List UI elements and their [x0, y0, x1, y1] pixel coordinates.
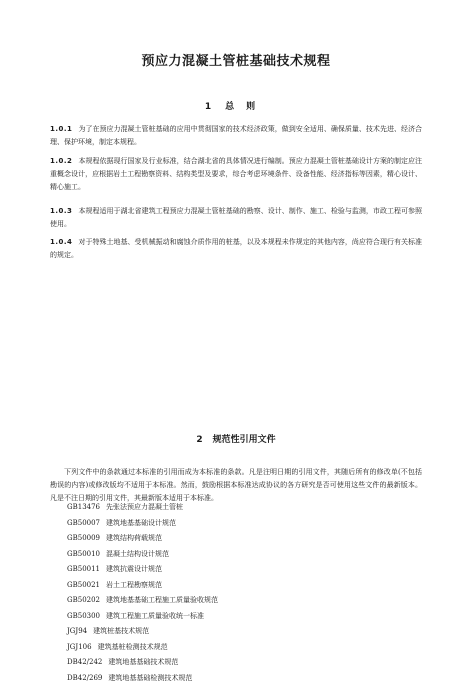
- reference-name: 先张法预应力混凝土管桩: [106, 503, 183, 511]
- reference-code: JGJ94: [67, 627, 87, 635]
- reference-code: GB50009: [67, 534, 100, 542]
- clause-text: 为了在预应力混凝土管桩基础的应用中贯彻国家的技术经济政策，做到安全适用、确保质量、技术先进、经济合理、保护环境，制定本规程。: [50, 125, 422, 146]
- reference-name: 岩土工程勘察规范: [106, 581, 162, 589]
- reference-item: [67, 516, 218, 532]
- reference-name: 建筑地基基础检测技术规范: [108, 674, 192, 682]
- reference-name: 建筑地基基础技术规范: [108, 658, 178, 666]
- reference-code: GB50300: [67, 612, 100, 620]
- reference-name: 建筑抗震设计规范: [106, 565, 162, 573]
- section-2-intro: 下列文件中的条款通过本标准的引用而成为本标准的条款。凡是注明日期的引用文件，其随后所有的修改单(不包括勘误的内容)或修改版均不适用于本标准。然而，鼓励根据本标准达成协议的各方研究是否可使用这些文件的最新版本。凡是不注日期的引用文件，其最新版本适用于本标准。: [50, 466, 422, 505]
- clause-number: 1.0.2: [50, 157, 72, 165]
- clause-1-0-3: [50, 205, 422, 231]
- reference-code: JGJ106: [67, 643, 92, 651]
- reference-code: GB50007: [67, 519, 100, 527]
- section-number: 2: [196, 435, 202, 445]
- clause-text: 本规程依据现行国家及行业标准，结合湖北省的具体情况进行编制。预应力混凝土管桩基础设计方案的制定应注重概念设计，应根据岩土工程勘察资料、结构类型及要求，综合考虑环境条件、设备性能、经济指标等因素，精心设计、精心施工。: [50, 157, 422, 191]
- reference-name: 建筑工程施工质量验收统一标准: [106, 612, 204, 620]
- reference-item: [67, 593, 218, 609]
- clause-text: 对于特殊土地基、受机械振动和腐蚀介质作用的桩基，以及本规程未作规定的其他内容，尚应符合现行有关标准的规定。: [50, 238, 422, 259]
- clause-1-0-2: [50, 155, 422, 194]
- clause-1-0-1: [50, 123, 422, 149]
- reference-item: [67, 624, 218, 640]
- reference-item: [67, 547, 218, 563]
- reference-name: 混凝土结构设计规范: [106, 550, 169, 558]
- reference-name: 建筑结构荷载规范: [106, 534, 162, 542]
- clause-text: 本规程适用于湖北省建筑工程预应力混凝土管桩基础的勘察、设计、制作、施工、检验与监测，市政工程可参照使用。: [50, 207, 422, 228]
- reference-item: [67, 655, 218, 671]
- clause-number: 1.0.3: [50, 207, 72, 215]
- reference-name: 建筑桩基技术规范: [93, 627, 149, 635]
- reference-item: [67, 562, 218, 578]
- reference-code: DB42/269: [67, 674, 102, 682]
- section-number: 1: [205, 102, 211, 112]
- section-1-heading: [0, 99, 472, 112]
- clause-1-0-4: [50, 236, 422, 262]
- reference-item: [67, 500, 218, 516]
- reference-code: GB50021: [67, 581, 100, 589]
- clause-number: 1.0.1: [50, 125, 72, 133]
- reference-item: [67, 640, 218, 656]
- section-2-heading: [0, 432, 472, 445]
- reference-name: 建筑地基基础工程施工质量验收规范: [106, 596, 218, 604]
- reference-item: [67, 531, 218, 547]
- reference-code: DB42/242: [67, 658, 102, 666]
- section-title: 规范性引用文件: [213, 435, 276, 445]
- reference-item: [67, 578, 218, 594]
- clause-number: 1.0.4: [50, 238, 72, 246]
- section-title: 总则: [225, 102, 267, 112]
- reference-code: GB50010: [67, 550, 100, 558]
- reference-name: 建筑地基基础设计规范: [106, 519, 176, 527]
- reference-code: GB13476: [67, 503, 100, 511]
- document-title: 预应力混凝土管桩基础技术规程: [0, 50, 472, 69]
- reference-code: GB50011: [67, 565, 100, 573]
- reference-name: 建筑基桩检测技术规范: [98, 643, 168, 651]
- reference-code: GB50202: [67, 596, 100, 604]
- reference-list: [67, 500, 218, 686]
- reference-item: [67, 609, 218, 625]
